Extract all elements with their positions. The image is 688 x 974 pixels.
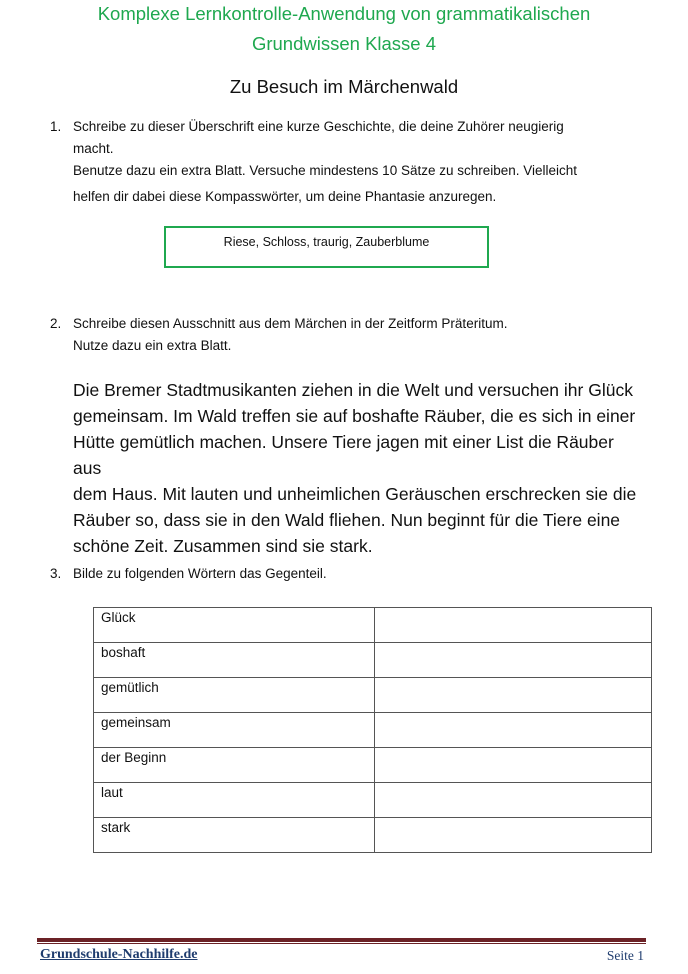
word-cell: stark [94,818,375,853]
footer-rule-thin [37,943,646,944]
compass-words-box: Riese, Schloss, traurig, Zauberblume [164,226,489,268]
task-1-text [73,116,633,208]
story-line: dem Haus. Mit lauten und unheimlichen Geräuschen erschrecken sie die [73,484,637,504]
word-cell: laut [94,783,375,818]
task-2-text [73,313,633,357]
footer-site-link[interactable]: Grundschule-Nachhilfe.de [40,947,198,962]
task-1-line: macht. [73,141,114,156]
opposites-table [93,607,652,853]
story-line: schöne Zeit. Zusammen sind sie stark. [73,536,373,556]
word-cell: der Beginn [94,748,375,783]
task-1-line: helfen dir dabei diese Kompasswörter, um deine Phantasie anzuregen. [73,189,497,204]
answer-cell[interactable] [375,643,652,678]
task-1-line: Schreibe zu dieser Überschrift eine kurze Geschichte, die deine Zuhörer neugierig [73,119,564,134]
task-2-line: Nutze dazu ein extra Blatt. [73,338,232,353]
story-line: Die Bremer Stadtmusikanten ziehen in die Welt und versuchen ihr Glück [73,380,633,400]
answer-cell[interactable] [375,608,652,643]
task-2-number: 2. [50,316,62,331]
task-1-number: 1. [50,119,62,134]
answer-cell[interactable] [375,818,652,853]
worksheet-title-line-1: Komplexe Lernkontrolle-Anwendung von grammatikalischen [97,3,591,24]
story-line: Räuber so, dass sie in den Wald fliehen. Nun beginnt für die Tiere eine [73,510,621,530]
table-row [94,818,652,853]
worksheet-title-line-2: Grundwissen Klasse 4 [251,33,437,54]
footer-rule [37,938,646,942]
worksheet-subtitle: Zu Besuch im Märchenwald [229,76,459,97]
answer-cell[interactable] [375,678,652,713]
task-3-text: Bilde zu folgenden Wörtern das Gegenteil. [73,566,327,581]
task-2-line: Schreibe diesen Ausschnitt aus dem Märchen in der Zeitform Präteritum. [73,316,508,331]
story-excerpt [73,377,643,559]
answer-cell[interactable] [375,783,652,818]
task-3-number: 3. [50,566,62,581]
answer-cell[interactable] [375,748,652,783]
table-row [94,643,652,678]
table-row [94,748,652,783]
table-row [94,678,652,713]
word-cell: boshaft [94,643,375,678]
table-row [94,608,652,643]
table-row [94,783,652,818]
word-cell: gemeinsam [94,713,375,748]
table-row [94,713,652,748]
footer-page-number: Seite 1 [606,948,644,963]
task-1-line: Benutze dazu ein extra Blatt. Versuche mindestens 10 Sätze zu schreiben. Vielleicht [73,163,578,178]
word-cell: gemütlich [94,678,375,713]
story-line: Hütte gemütlich machen. Unsere Tiere jagen mit einer List die Räuber aus [73,432,614,478]
answer-cell[interactable] [375,713,652,748]
word-cell: Glück [94,608,375,643]
story-line: gemeinsam. Im Wald treffen sie auf boshafte Räuber, die es sich in einer [73,406,636,426]
